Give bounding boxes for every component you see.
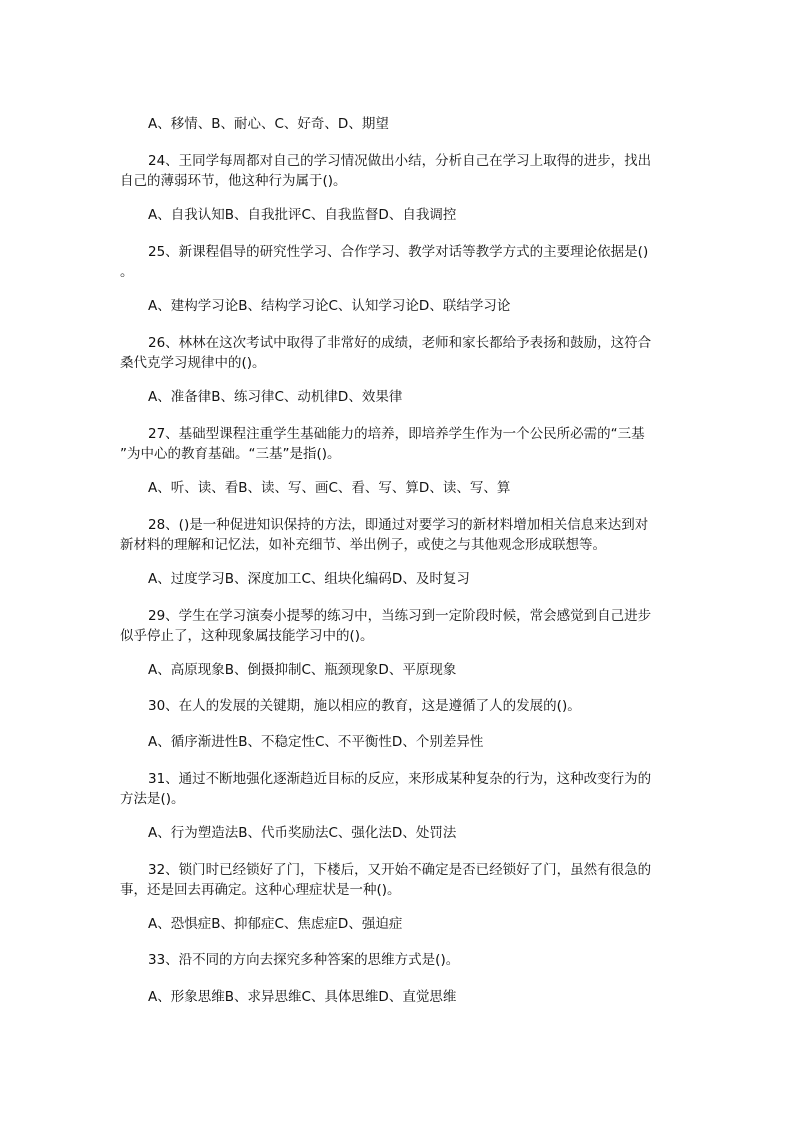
question-text-line2: 方法是()。 [120,791,185,807]
question-26 [120,333,680,373]
options-line: A、过度学习B、深度加工C、组块化编码D、及时复习 [148,571,470,587]
question-30 [120,696,680,716]
options-line: A、建构学习论B、结构学习论C、认知学习论D、联结学习论 [148,298,511,314]
question-text-line1: 31、通过不断地强化逐渐趋近目标的反应，来形成某种复杂的行为，这种改变行为的 [148,771,652,787]
question-text-line1: 24、王同学每周都对自己的学习情况做出小结，分析自己在学习上取得的进步，找出 [148,153,652,169]
question-text-line1: 29、学生在学习演奏小提琴的练习中，当练习到一定阶段时候，常会感觉到自己进步 [148,608,652,624]
question-27 [120,424,680,464]
options-line: A、准备律B、练习律C、动机律D、效果律 [148,389,403,405]
options-line: A、行为塑造法B、代币奖励法C、强化法D、处罚法 [148,825,457,841]
options-line: A、移情、B、耐心、C、好奇、D、期望 [148,116,389,132]
options-line: A、自我认知B、自我批评C、自我监督D、自我调控 [148,207,457,223]
question-29 [120,606,680,646]
question-text-line2: 事，还是回去再确定。这种心理症状是一种()。 [120,882,401,898]
question-text-line1: 27、基础型课程注重学生基础能力的培养，即培养学生作为一个公民所必需的“三基 [148,426,645,442]
options-line: A、高原现象B、倒摄抑制C、瓶颈现象D、平原现象 [148,662,457,678]
question-31 [120,769,680,809]
question-text-line1: 28、()是一种促进知识保持的方法，即通过对要学习的新材料增加相关信息来达到对 [148,517,649,533]
question-text-line2: 自己的薄弱环节，他这种行为属于()。 [120,173,347,189]
question-text-line1: 25、新课程倡导的研究性学习、合作学习、教学对话等教学方式的主要理论依据是() [148,244,649,260]
question-text-line1: 32、锁门时已经锁好了门，下楼后，又开始不确定是否已经锁好了门，虽然有很急的 [148,862,652,878]
options-line: A、循序渐进性B、不稳定性C、不平衡性D、个别差异性 [148,734,484,750]
question-33 [120,950,680,970]
question-text-line1: 33、沿不同的方向去探究多种答案的思维方式是()。 [148,952,460,968]
question-24 [120,151,680,191]
question-text-line1: 30、在人的发展的关键期，施以相应的教育，这是遵循了人的发展的()。 [148,698,581,714]
question-28 [120,515,680,555]
question-text-line2: 似乎停止了，这种现象属技能学习中的()。 [120,628,374,644]
question-32 [120,860,680,900]
question-text-line2: 桑代克学习规律中的()。 [120,355,266,371]
options-line: A、形象思维B、求异思维C、具体思维D、直觉思维 [148,989,457,1005]
question-text-line2: ”为中心的教育基础。“三基”是指()。 [120,446,341,462]
options-line: A、听、读、看B、读、写、画C、看、写、算D、读、写、算 [148,480,511,496]
question-25 [120,242,680,282]
options-line: A、恐惧症B、抑郁症C、焦虑症D、强迫症 [148,916,403,932]
question-text-line2: 新材料的理解和记忆法，如补充细节、举出例子，或使之与其他观念形成联想等。 [120,537,606,553]
question-text-line1: 26、林林在这次考试中取得了非常好的成绩，老师和家长都给予表扬和鼓励，这符合 [148,335,652,351]
question-text-line2: 。 [120,264,134,280]
